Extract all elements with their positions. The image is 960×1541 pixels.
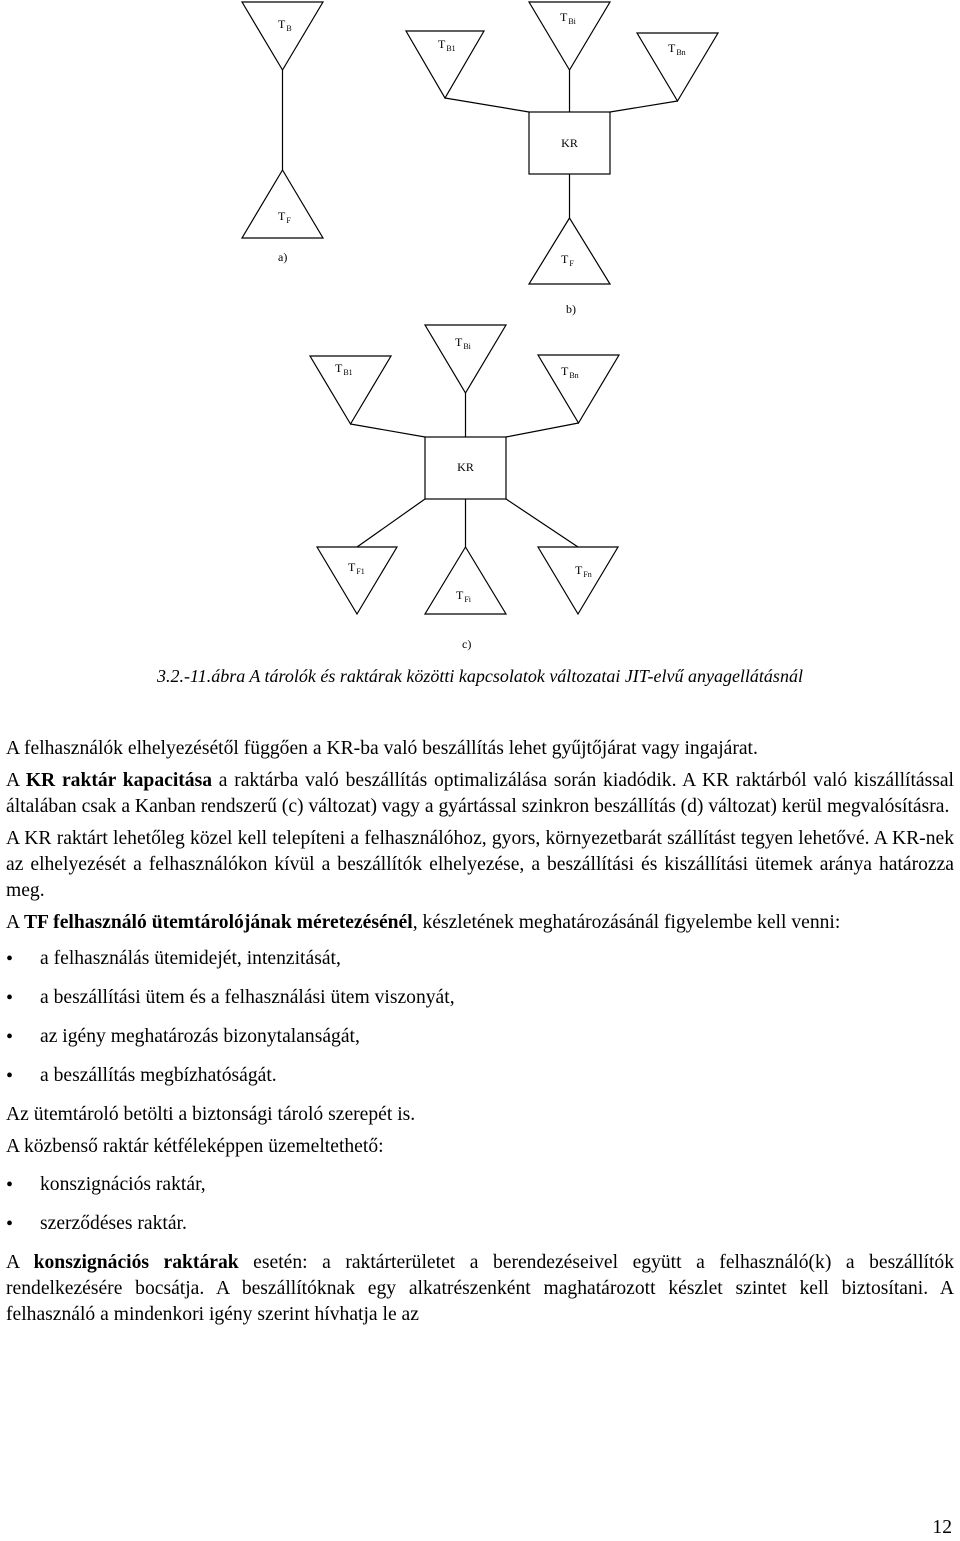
- bullet-list-2: [6, 1172, 954, 1237]
- connector-c-tf1: [357, 499, 425, 547]
- paragraph-4: [6, 910, 954, 936]
- label-b-tb1: $T_{B1}$: [438, 37, 456, 53]
- triangle-c-tb1: [310, 356, 391, 424]
- body-text: [6, 736, 954, 1334]
- list-item: • szerződéses raktár.: [6, 1211, 954, 1237]
- bullet-list-1: [6, 946, 954, 1089]
- label-a: a): [278, 250, 288, 264]
- connector-b-tbn: [610, 101, 678, 112]
- label-b-kr: KR: [561, 136, 578, 150]
- list-item: • a beszállítás megbízhatóságát.: [6, 1063, 954, 1089]
- label-b-tf: $T_F$: [561, 252, 574, 268]
- triangle-a-tb: [242, 2, 323, 70]
- paragraph-7-bold: konszignációs raktárak: [33, 1252, 239, 1273]
- label-c-tb1: $T_{B1}$: [335, 361, 353, 377]
- label-a-tf: $T_F$: [278, 209, 291, 225]
- paragraph-7: [6, 1250, 954, 1328]
- label-c-tbn: $T_{Bn}$: [561, 364, 579, 380]
- triangle-b-tf: [529, 218, 610, 284]
- triangle-c-tbi: [425, 325, 506, 393]
- connector-c-tb1: [351, 424, 426, 437]
- storage-relations-diagram: [0, 0, 960, 660]
- label-c-tbi: $T_{Bi}$: [455, 335, 471, 351]
- paragraph-1: A felhasználók elhelyezésétől függően a KR-ba való beszállítás lehet gyűjtőjárat vagy ingajárat.: [6, 738, 758, 759]
- triangle-c-tfn: [538, 547, 618, 614]
- paragraph-2: [6, 768, 954, 820]
- triangle-c-tbn: [538, 355, 619, 423]
- label-c-kr: KR: [457, 460, 474, 474]
- paragraph-2-bold: KR raktár kapacitása: [25, 770, 213, 791]
- paragraph-4-pre: A: [6, 912, 24, 933]
- label-c: c): [462, 637, 472, 651]
- triangle-b-tbi: [529, 2, 610, 70]
- paragraph-7-post: esetén: a raktárterületet a berendezéseivel együtt a felhasználó(k) a beszállítók rendelkezésére bocsátja. A beszállítóknak egy alkatrészenként maghatározott készlet szintet kell biztosítani. A felhasználó a mindenkori igény szerint hívhatja le az: [6, 1252, 955, 1325]
- label-c-tfi: $T_{Fi}$: [456, 588, 472, 604]
- paragraph-4-bold: TF felhasználó ütemtárolójának méretezésénél: [23, 912, 413, 933]
- label-b-tbn: $T_{Bn}$: [668, 41, 686, 57]
- list-item: • a felhasználás ütemidejét, intenzitását,: [6, 946, 954, 972]
- label-c-tf1: $T_{F1}$: [348, 560, 365, 576]
- figure-caption: 3.2.-11.ábra A tárolók és raktárak közötti kapcsolatok változatai JIT-elvű anyagellátásnál: [157, 666, 803, 686]
- connector-b-tb1: [445, 98, 529, 112]
- paragraph-7-pre: A: [6, 1252, 34, 1273]
- list-item: • konszignációs raktár,: [6, 1172, 954, 1198]
- label-a-tb: $T_B$: [278, 17, 292, 33]
- paragraph-6: A közbenső raktár kétféleképpen üzemeltethető:: [6, 1136, 384, 1157]
- triangle-c-tf1: [317, 547, 397, 614]
- label-c-tfn: $T_{Fn}$: [575, 563, 592, 579]
- paragraph-4-post: , készletének meghatározásánál figyelembe kell venni:: [412, 912, 841, 933]
- list-item: • az igény meghatározás bizonytalanságát,: [6, 1024, 954, 1050]
- paragraph-2-pre: A: [6, 770, 26, 791]
- triangle-a-tf: [242, 170, 323, 238]
- connector-c-tbn: [506, 423, 579, 437]
- label-b-tbi: $T_{Bi}$: [560, 10, 576, 26]
- page-number: 12: [932, 1517, 952, 1538]
- list-item: • a beszállítási ütem és a felhasználási ütem viszonyát,: [6, 985, 954, 1011]
- paragraph-3: A KR raktárt lehetőleg közel kell telepíteni a felhasználóhoz, gyors, környezetbarát szállítást tegyen lehetővé. A KR-nek az elhelyezését a felhasználókon kívül a beszállítók elhelyezése, a beszállítási és kiszállítási ütemek aránya határozza meg.: [6, 828, 954, 901]
- label-b: b): [566, 302, 576, 316]
- paragraph-2-post: a raktárba való beszállítás optimalizálása során kiadódik. A KR raktárból való kiszállítással általában csak a Kanban rendszerű (c) változat) vagy a gyártással szinkron beszállítás (d) változat) kerül megvalósításra.: [6, 770, 954, 817]
- triangle-b-tbn: [637, 33, 718, 101]
- connector-c-tfn: [506, 499, 578, 547]
- paragraph-5: Az ütemtároló betölti a biztonsági tároló szerepét is.: [6, 1104, 416, 1125]
